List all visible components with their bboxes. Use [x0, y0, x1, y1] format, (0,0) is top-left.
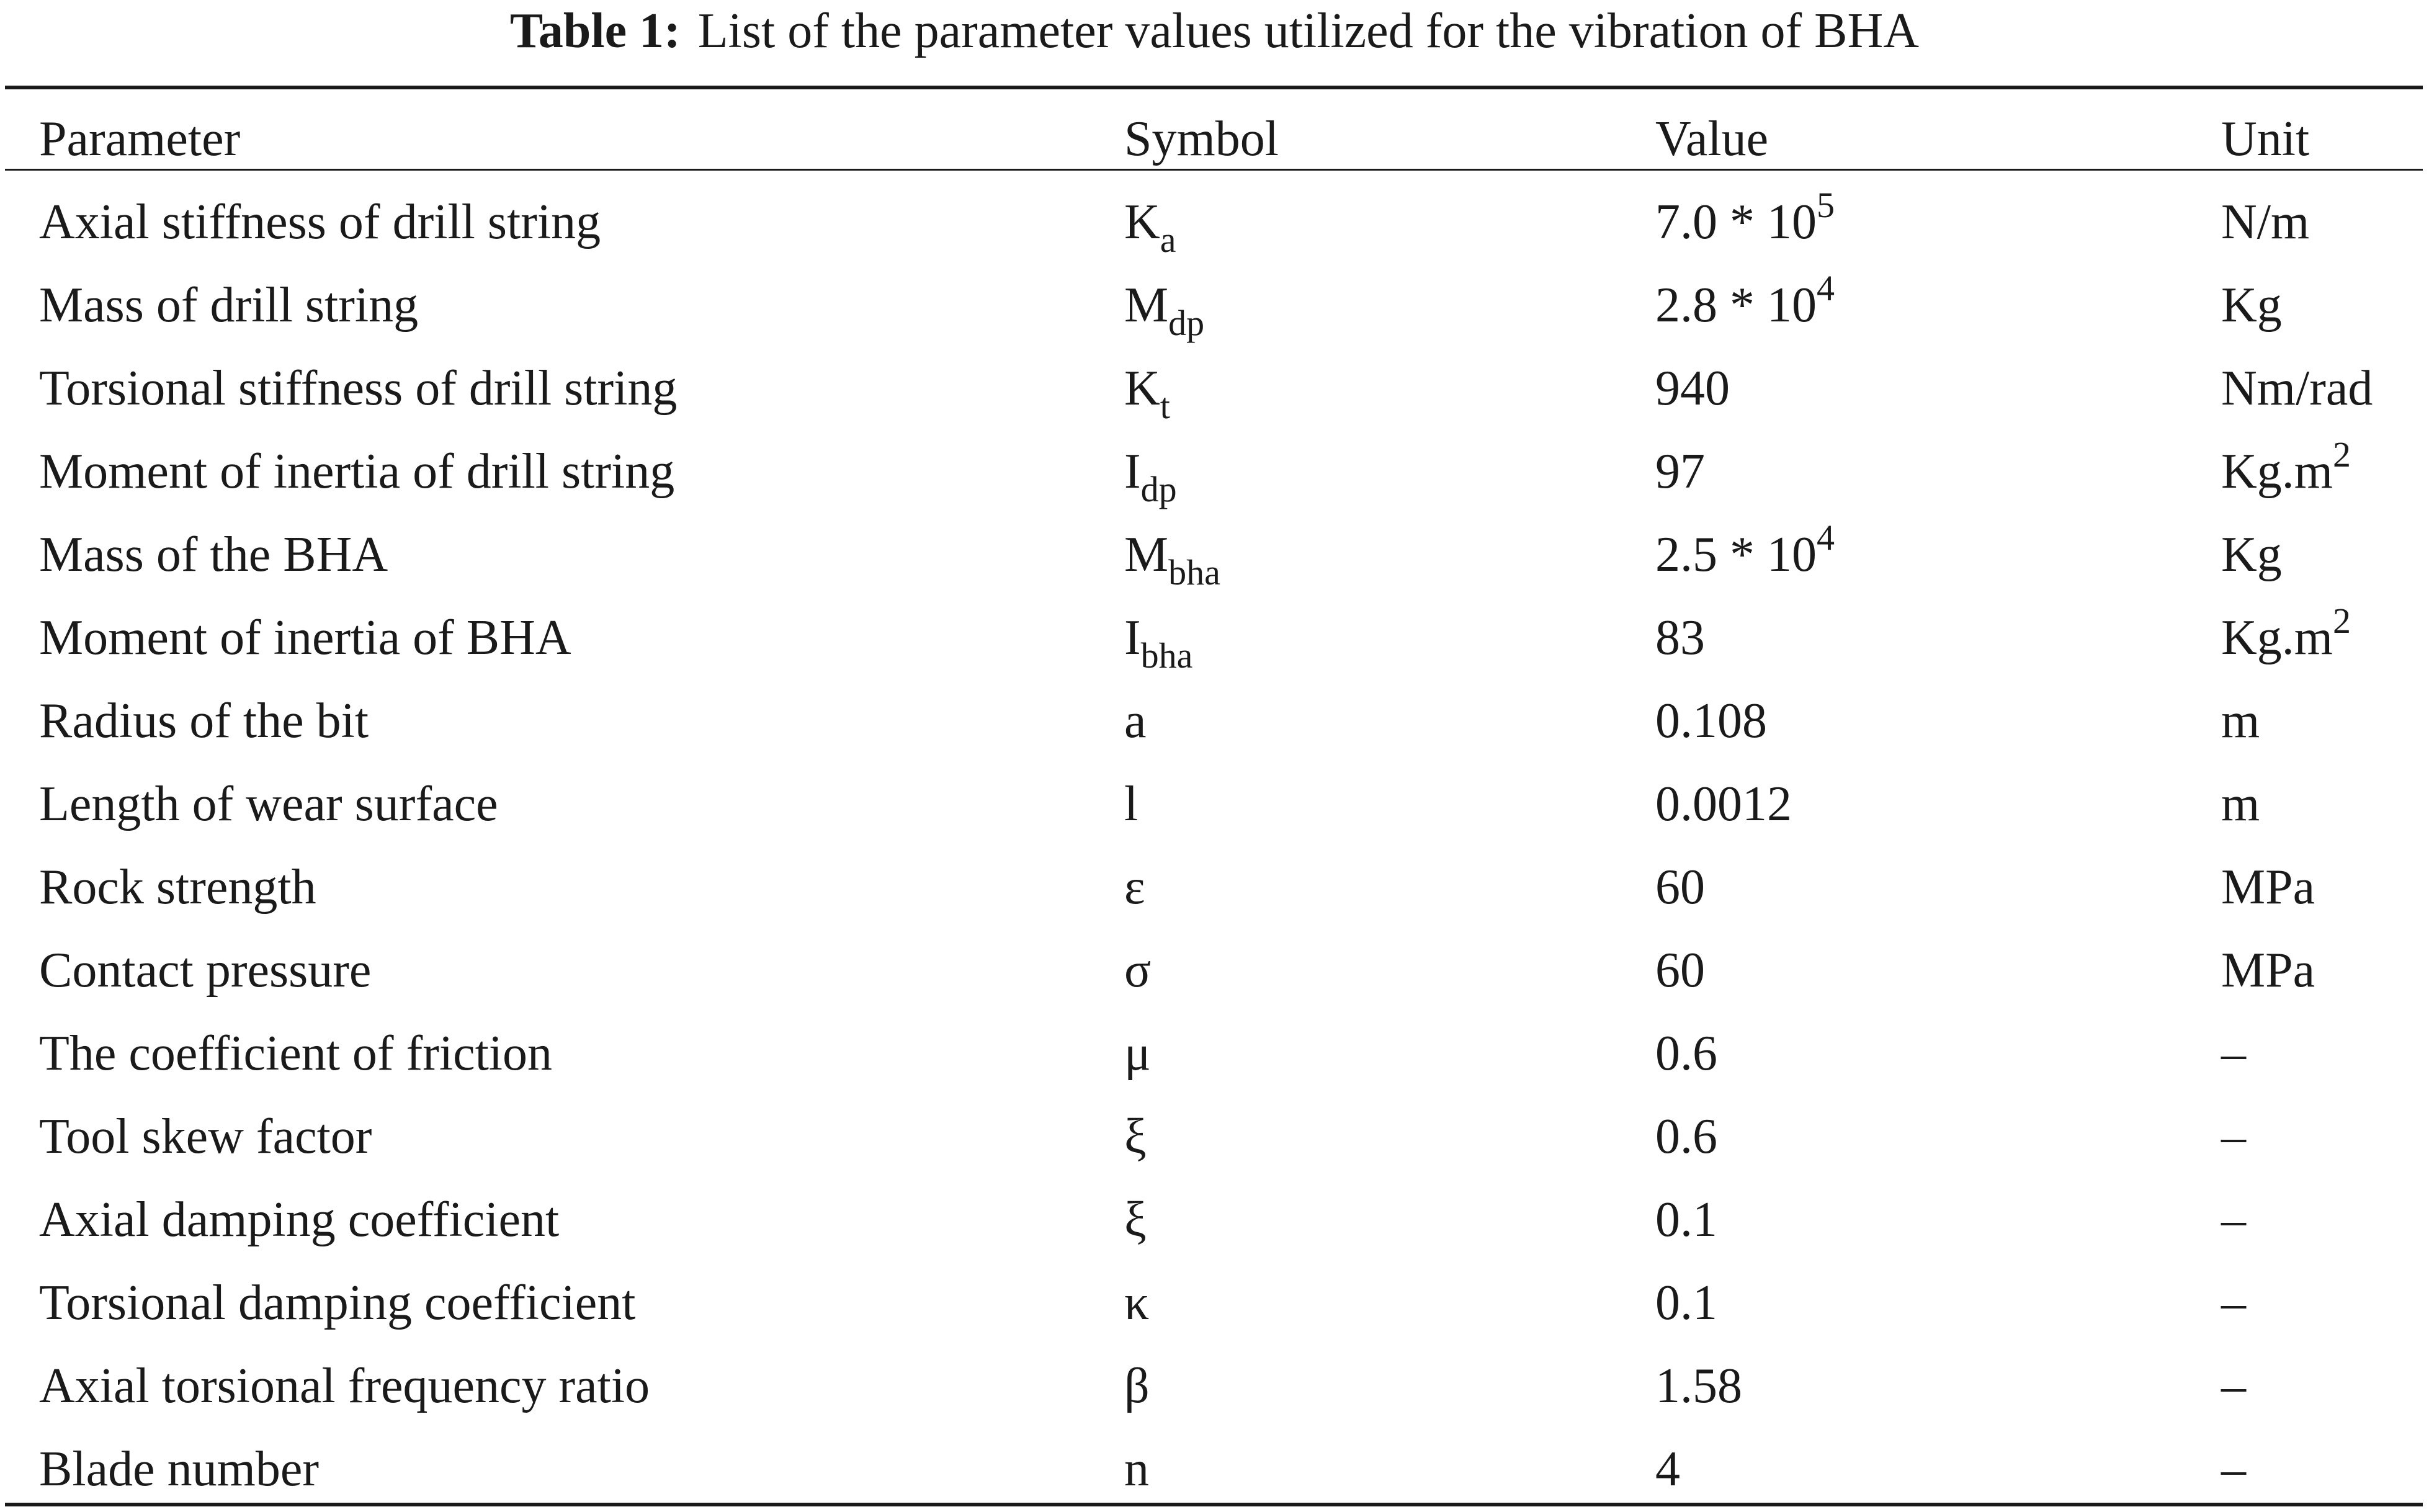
table-row: [0, 513, 2429, 596]
symbol-main: M: [1124, 278, 1169, 333]
cell-parameter: Length of wear surface: [39, 777, 498, 831]
cell-unit: [2221, 596, 2351, 684]
unit-main: –: [2221, 1026, 2246, 1081]
value-main: 940: [1655, 361, 1730, 416]
cell-parameter: Torsional damping coefficient: [39, 1276, 636, 1330]
cell-parameter: Mass of the BHA: [39, 527, 388, 582]
cell-value: [1655, 347, 1730, 430]
symbol-main: ξ: [1124, 1109, 1147, 1164]
unit-main: MPa: [2221, 860, 2315, 915]
cell-unit: [2221, 929, 2315, 1012]
cell-value: [1655, 596, 1705, 679]
cell-symbol: [1124, 264, 1204, 351]
cell-parameter: Radius of the bit: [39, 694, 369, 748]
value-main: 0.6: [1655, 1026, 1717, 1081]
cell-value: [1655, 181, 1835, 268]
table-row: [0, 763, 2429, 846]
unit-main: N/m: [2221, 195, 2310, 249]
cell-parameter: Axial stiffness of drill string: [39, 195, 601, 249]
table-row: [0, 1261, 2429, 1344]
cell-unit: [2221, 1095, 2246, 1178]
value-main: 2.5 * 10: [1655, 527, 1817, 582]
table-row: [0, 347, 2429, 430]
cell-unit: [2221, 264, 2282, 347]
cell-symbol: [1124, 679, 1147, 763]
symbol-subscript: dp: [1168, 303, 1205, 343]
cell-symbol: [1124, 1344, 1150, 1428]
cell-value: [1655, 929, 1705, 1012]
cell-unit: [2221, 430, 2351, 517]
unit-main: Nm/rad: [2221, 361, 2373, 416]
cell-parameter: Torsional stiffness of drill string: [39, 361, 678, 416]
symbol-subscript: bha: [1168, 552, 1220, 593]
table-row: [0, 846, 2429, 929]
cell-value: [1655, 1428, 1680, 1511]
cell-value: [1655, 1344, 1742, 1428]
unit-main: m: [2221, 777, 2260, 831]
unit-main: –: [2221, 1442, 2246, 1496]
value-main: 0.108: [1655, 694, 1767, 748]
cell-unit: [2221, 1012, 2246, 1095]
symbol-main: K: [1124, 195, 1160, 249]
symbol-main: σ: [1124, 943, 1152, 998]
header-symbol: Symbol: [1124, 112, 1279, 166]
value-main: 0.6: [1655, 1109, 1717, 1164]
value-main: 60: [1655, 943, 1705, 998]
table-row: [0, 1095, 2429, 1178]
symbol-main: n: [1124, 1442, 1149, 1496]
symbol-main: a: [1124, 694, 1147, 748]
unit-main: –: [2221, 1276, 2246, 1330]
cell-symbol: [1124, 181, 1176, 268]
cell-unit: [2221, 513, 2282, 596]
cell-symbol: [1124, 1261, 1149, 1344]
cell-value: [1655, 763, 1792, 846]
cell-parameter: Blade number: [39, 1442, 319, 1496]
cell-value: [1655, 846, 1705, 929]
table-caption-label: Table 1:: [509, 4, 681, 58]
cell-unit: [2221, 181, 2309, 264]
cell-value: [1655, 1012, 1717, 1095]
table-caption-text: List of the parameter values utilized for the vibration of BHA: [697, 4, 1920, 58]
unit-main: MPa: [2221, 943, 2315, 998]
symbol-main: M: [1124, 527, 1169, 582]
cell-parameter: The coefficient of friction: [39, 1026, 553, 1081]
symbol-main: I: [1124, 444, 1141, 499]
value-main: 2.8 * 10: [1655, 278, 1817, 333]
value-main: 83: [1655, 611, 1705, 665]
table-row: [0, 596, 2429, 679]
cell-symbol: [1124, 596, 1192, 684]
cell-parameter: Rock strength: [39, 860, 316, 915]
cell-unit: [2221, 679, 2260, 763]
cell-symbol: [1124, 929, 1151, 1012]
cell-unit: [2221, 1261, 2246, 1344]
symbol-main: ξ: [1124, 1192, 1147, 1247]
table-row: [0, 1012, 2429, 1095]
cell-symbol: [1124, 846, 1145, 929]
table-row: [0, 1178, 2429, 1261]
cell-symbol: [1124, 1178, 1147, 1261]
cell-symbol: [1124, 1012, 1151, 1095]
table-header-row: [0, 97, 2429, 181]
unit-main: –: [2221, 1109, 2246, 1164]
cell-value: [1655, 1178, 1717, 1261]
cell-unit: [2221, 763, 2260, 846]
value-main: 0.1: [1655, 1192, 1717, 1247]
cell-unit: [2221, 347, 2373, 430]
header-parameter: Parameter: [39, 112, 241, 166]
unit-main: m: [2221, 694, 2260, 748]
header-unit: Unit: [2221, 112, 2310, 166]
cell-symbol: [1124, 430, 1177, 517]
unit-exponent: 2: [2333, 601, 2351, 641]
cell-value: [1655, 430, 1705, 513]
cell-symbol: [1124, 347, 1170, 434]
table-row: [0, 929, 2429, 1012]
cell-symbol: [1124, 763, 1138, 846]
value-exponent: 4: [1817, 517, 1835, 558]
cell-parameter: Axial torsional frequency ratio: [39, 1359, 650, 1413]
symbol-subscript: a: [1160, 220, 1176, 260]
cell-value: [1655, 1095, 1717, 1178]
header-value: Value: [1655, 112, 1769, 166]
unit-exponent: 2: [2333, 434, 2351, 475]
table-row: [0, 1428, 2429, 1511]
value-exponent: 5: [1817, 185, 1835, 225]
symbol-main: μ: [1124, 1026, 1151, 1081]
symbol-main: β: [1124, 1359, 1150, 1413]
cell-unit: [2221, 846, 2315, 929]
symbol-subscript: t: [1160, 386, 1170, 426]
value-main: 0.1: [1655, 1276, 1717, 1330]
cell-value: [1655, 513, 1835, 601]
table-row: [0, 264, 2429, 347]
value-exponent: 4: [1817, 268, 1835, 308]
value-main: 1.58: [1655, 1359, 1742, 1413]
cell-value: [1655, 679, 1767, 763]
symbol-main: l: [1124, 777, 1138, 831]
cell-value: [1655, 1261, 1717, 1344]
unit-main: Kg: [2221, 278, 2282, 333]
cell-parameter: Moment of inertia of drill string: [39, 444, 675, 499]
value-main: 0.0012: [1655, 777, 1792, 831]
symbol-main: K: [1124, 361, 1160, 416]
cell-parameter: Contact pressure: [39, 943, 372, 998]
symbol-main: ε: [1124, 860, 1145, 915]
cell-symbol: [1124, 513, 1220, 601]
cell-value: [1655, 264, 1835, 351]
cell-unit: [2221, 1428, 2246, 1511]
table-row: [0, 1344, 2429, 1428]
cell-symbol: [1124, 1428, 1149, 1511]
unit-main: Kg: [2221, 527, 2282, 582]
cell-parameter: Moment of inertia of BHA: [39, 611, 571, 665]
table-row: [0, 181, 2429, 264]
value-main: 97: [1655, 444, 1705, 499]
value-main: 7.0 * 10: [1655, 195, 1817, 249]
symbol-subscript: dp: [1140, 469, 1177, 509]
cell-parameter: Axial damping coefficient: [39, 1192, 560, 1247]
cell-unit: [2221, 1344, 2246, 1428]
cell-parameter: Tool skew factor: [39, 1109, 372, 1164]
unit-main: –: [2221, 1192, 2246, 1247]
cell-parameter: Mass of drill string: [39, 278, 419, 333]
unit-main: Kg.m: [2221, 444, 2333, 499]
table-row: [0, 430, 2429, 513]
cell-unit: [2221, 1178, 2246, 1261]
symbol-main: κ: [1124, 1276, 1150, 1330]
value-main: 60: [1655, 860, 1705, 915]
table-row: [0, 679, 2429, 763]
unit-main: –: [2221, 1359, 2246, 1413]
unit-main: Kg.m: [2221, 611, 2333, 665]
symbol-main: I: [1124, 611, 1141, 665]
symbol-subscript: bha: [1140, 635, 1193, 676]
value-main: 4: [1655, 1442, 1680, 1496]
cell-symbol: [1124, 1095, 1147, 1178]
